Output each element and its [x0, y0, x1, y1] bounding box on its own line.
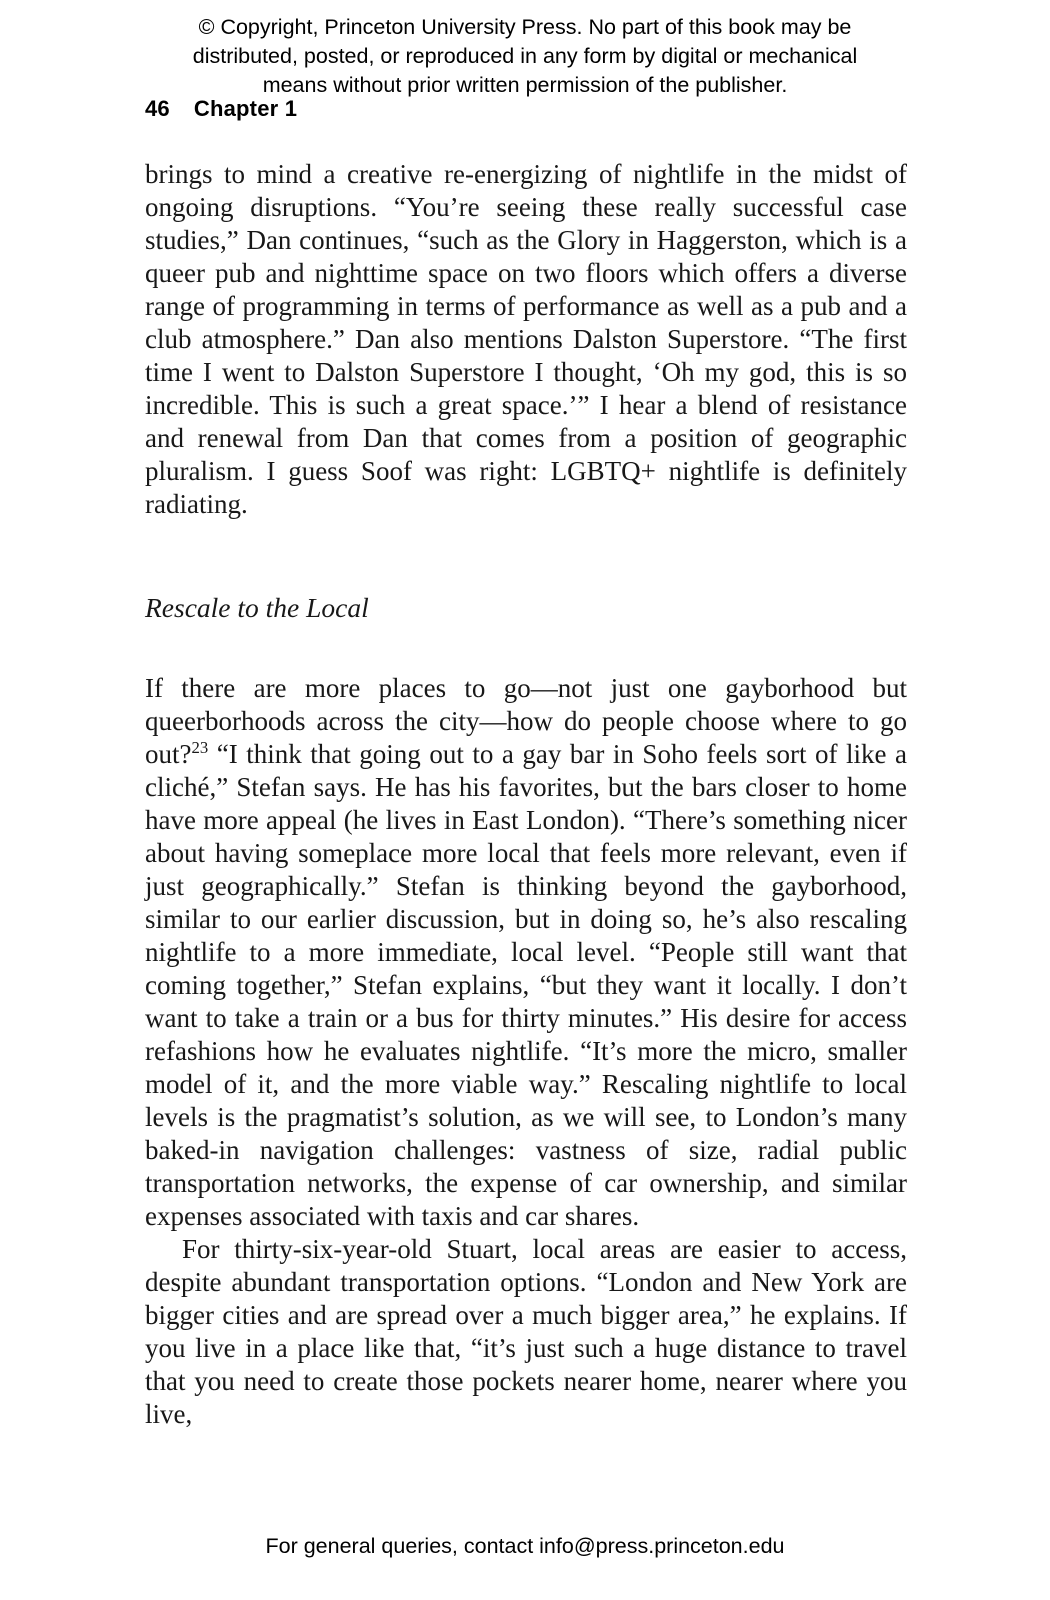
- copyright-notice: [0, 13, 1050, 100]
- page-body: [145, 158, 907, 1431]
- paragraph-2-text-before-footnote: If there are more places to go—not just one gayborhood but queerborhoods across the city—how do people choose where to go out?: [145, 673, 907, 769]
- body-paragraph-1: brings to mind a creative re-energizing of nightlife in the midst of ongoing disruptions. “You’re seeing these really successful case studies,” Dan continues, “such as the Glory in Haggerston, which is a queer pub and nighttime space on two floors which offers a diverse range of programming in terms of performance as well as a pub and a club atmosphere.” Dan also mentions Dalston Superstore. “The first time I went to Dalston Superstore I thought, ‘Oh my god, this is so incredible. This is such a great space.’” I hear a blend of resistance and renewal from Dan that comes from a position of geographic pluralism. I guess Soof was right: LGBTQ+ nightlife is definitely radiating.: [145, 159, 907, 519]
- running-head: [145, 96, 297, 122]
- page-footer: For general queries, contact info@press.princeton.edu: [265, 1534, 785, 1558]
- page-number: 46: [145, 96, 170, 121]
- body-paragraph-2: [145, 672, 907, 1233]
- body-paragraph-3: For thirty-six-year-old Stuart, local areas are easier to access, despite abundant transportation options. “London and New York are bigger cities and are spread over a much bigger area,” he explains. If you live in a place like that, “it’s just such a huge distance to travel that you need to create those pockets nearer home, nearer where you live,: [145, 1234, 907, 1429]
- section-heading: Rescale to the Local: [145, 592, 369, 623]
- paragraph-2-text-after-footnote: “I think that going out to a gay bar in Soho feels sort of like a cliché,” Stefan says. He has his favorites, but the bars closer to home have more appeal (he lives in East London). “There’s something nicer about having someplace more local that feels more relevant, even if just geographically.” Stefan is thinking beyond the gayborhood, similar to our earlier discussion, but in doing so, he’s also rescaling nightlife to a more immediate, local level. “People still want that coming together,” Stefan explains, “but they want it locally. I don’t want to take a train or a bus for thirty minutes.” His desire for access refashions how he evaluates nightlife. “It’s more the micro, smaller model of it, and the more viable way.” Rescaling nightlife to local levels is the pragmatist’s solution, as we will see, to London’s many baked-in navigation challenges: vastness of size, radial public transportation networks, the expense of car ownership, and similar expenses associated with taxis and car shares.: [145, 739, 907, 1231]
- copyright-line-1: © Copyright, Princeton University Press. No part of this book may be: [198, 15, 852, 39]
- copyright-line-3: means without prior written permission of the publisher.: [262, 73, 788, 97]
- footnote-marker: 23: [191, 738, 209, 757]
- copyright-line-2: distributed, posted, or reproduced in any form by digital or mechanical: [192, 44, 858, 68]
- chapter-label: Chapter 1: [193, 96, 298, 121]
